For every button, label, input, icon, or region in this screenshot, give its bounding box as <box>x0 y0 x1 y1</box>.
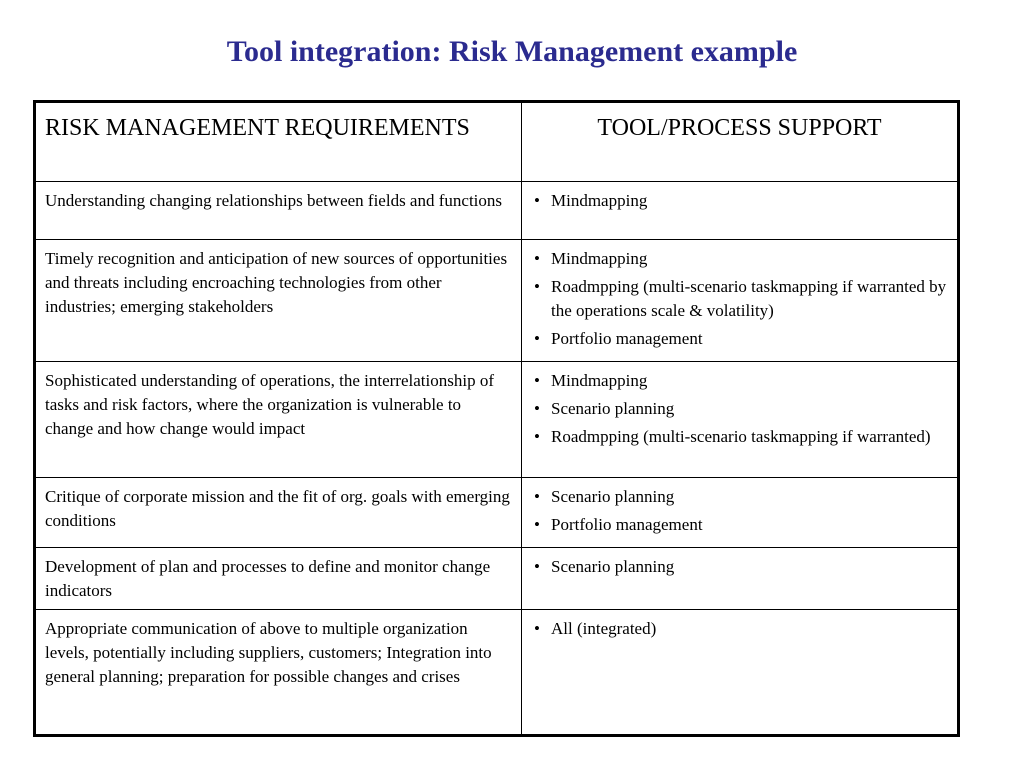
list-item: • All (integrated) <box>531 617 948 641</box>
tools-cell <box>522 548 959 610</box>
requirement-cell <box>35 478 522 548</box>
list-item: • Roadmpping (multi-scenario taskmapping if warranted by the operations scale & volatility) <box>531 275 948 323</box>
list-item: • Portfolio management <box>531 513 948 537</box>
table-row <box>35 610 959 736</box>
requirement-text: Sophisticated understanding of operations, the interrelationship of tasks and risk factors, where the organization is vulnerable to change and how change would impact <box>45 371 494 438</box>
slide-title: Tool integration: Risk Management example <box>226 35 798 68</box>
list-item: • Mindmapping <box>531 369 948 393</box>
tools-list <box>531 247 948 351</box>
requirement-cell <box>35 548 522 610</box>
table-row <box>35 548 959 610</box>
tools-cell <box>522 610 959 736</box>
risk-management-table <box>33 100 960 737</box>
header-tools-label: TOOL/PROCESS SUPPORT <box>597 115 882 141</box>
table-row <box>35 362 959 478</box>
requirement-cell <box>35 182 522 240</box>
tools-cell <box>522 478 959 548</box>
tools-list <box>531 189 948 213</box>
tools-cell <box>522 362 959 478</box>
list-item: • Scenario planning <box>531 397 948 421</box>
requirement-text: Appropriate communication of above to multiple organization levels, potentially including suppliers, customers; Integration into general planning; preparation for possible changes and crises <box>45 619 492 686</box>
table-row <box>35 240 959 362</box>
requirement-cell <box>35 240 522 362</box>
requirement-text: Understanding changing relationships between fields and functions <box>45 191 502 210</box>
header-cell-tools <box>522 102 959 182</box>
list-item: • Portfolio management <box>531 327 948 351</box>
list-item: • Mindmapping <box>531 247 948 271</box>
list-item: • Scenario planning <box>531 555 948 579</box>
requirement-text: Development of plan and processes to define and monitor change indicators <box>45 557 491 600</box>
tools-cell <box>522 240 959 362</box>
tools-list <box>531 369 948 449</box>
requirement-text: Critique of corporate mission and the fit of org. goals with emerging conditions <box>45 487 510 530</box>
table-header-row <box>35 102 959 182</box>
requirement-text: Timely recognition and anticipation of new sources of opportunities and threats including encroaching technologies from other industries; emerging stakeholders <box>45 249 508 316</box>
list-item: • Scenario planning <box>531 485 948 509</box>
list-item: • Roadmpping (multi-scenario taskmapping if warranted) <box>531 425 948 449</box>
header-cell-requirements <box>35 102 522 182</box>
tools-list <box>531 485 948 537</box>
tools-cell <box>522 182 959 240</box>
list-item: • Mindmapping <box>531 189 948 213</box>
requirement-cell <box>35 362 522 478</box>
requirement-cell <box>35 610 522 736</box>
header-requirements-label: RISK MANAGEMENT REQUIREMENTS <box>45 115 470 141</box>
table-row <box>35 182 959 240</box>
tools-list <box>531 555 948 579</box>
table-row <box>35 478 959 548</box>
tools-list <box>531 617 948 641</box>
